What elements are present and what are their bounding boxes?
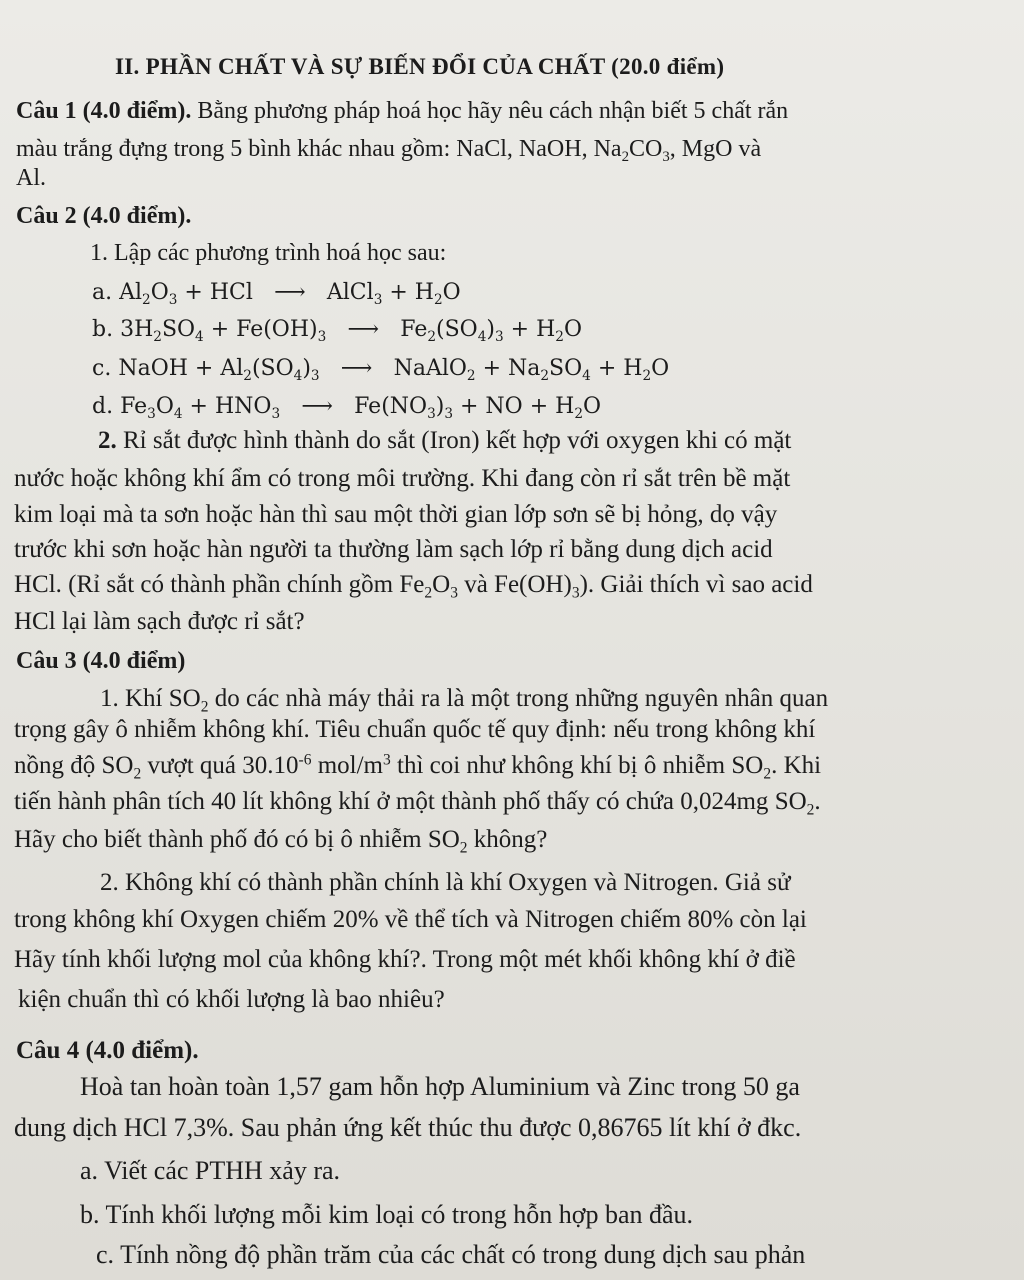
q2-sub2-text-5a: HCl. (Rỉ sắt có thành phần chính gồm (14, 571, 400, 598)
q1-text-2c: , MgO và (669, 136, 762, 162)
q3-p1-line-5: Hãy cho biết thành phố đó có bị ô nhiễm $SO_2$ không? (14, 826, 548, 857)
q1-line-2: màu trắng đựng trong 5 bình khác nhau gồm: NaCl, NaOH, $Na_2CO_3$, MgO và (16, 136, 762, 166)
q1-text-2a: màu trắng đựng trong 5 bình khác nhau gồm: NaCl, NaOH, Na (16, 136, 622, 162)
q1-line-3: Al. (16, 165, 46, 191)
q3-p1-exp: -6 (298, 751, 312, 769)
q2-sub2-line-3: kim loại mà ta sơn hoặc hàn thì sau một thời gian lớp sơn sẽ bị hỏng, dọ vậy (14, 501, 778, 528)
q1-heading: Câu 1 (4.0 điểm). (16, 98, 192, 124)
q4-item-c: c. Tính nồng độ phần trăm của các chất có trong dung dịch sau phản (96, 1240, 806, 1269)
q2-sub2-line-1 (98, 426, 791, 456)
q3-p2-line-3: Hãy tính khối lượng mol của không khí?. Trong một mét khối không khí ở điề (14, 946, 796, 973)
q3-p2-line-2: trong không khí Oxygen chiếm 20% về thể tích và Nitrogen chiếm 80% còn lại (14, 906, 807, 933)
equation-b: b. $3H_2SO_4 + Fe(OH)_3$ ⟶ $Fe_2(SO_4)_3 + H_2O$ (92, 317, 582, 345)
q4-line-1: Hoà tan hoàn toàn 1,57 gam hỗn hợp Aluminium và Zinc trong 50 ga (80, 1072, 800, 1101)
q3-p1-text-3a: nồng độ (14, 752, 102, 779)
arrow-icon: ⟶ (301, 394, 333, 419)
equation-c: c. NaOH + $Al_2(SO_4)_3$ ⟶ NaAlO$_2$ + $Na_2SO_4 + H_2O$ (92, 356, 670, 384)
q4-line-2: dung dịch HCl 7,3%. Sau phản ứng kết thúc thu được 0,86765 lít khí ở đkc. (14, 1113, 802, 1142)
q3-p1-line-4: tiến hành phân tích 40 lít không khí ở một thành phố thấy có chứa 0,024mg $SO_2$. (14, 788, 821, 819)
eq-c-label: c. (92, 356, 112, 381)
q2-sub2-line-6: HCl lại làm sạch được rỉ sắt? (14, 608, 305, 635)
q4-heading: Câu 4 (4.0 điểm). (16, 1037, 199, 1064)
q1-text-1: Bằng phương pháp hoá học hãy nêu cách nhận biết 5 chất rắn (191, 98, 789, 124)
q2-sub1: 1. Lập các phương trình hoá học sau: (90, 240, 447, 266)
q1-line-1 (16, 96, 788, 126)
q3-p1-text-3b: vượt quá 30.10 (141, 752, 299, 779)
q3-p1-line-3: nồng độ $SO_2$ vượt quá $30.10^{-6}$ mol/$m^3$ thì coi như không khí bị ô nhiễm $SO_2$. Khi (14, 751, 822, 783)
q3-p1-text-5a: Hãy cho biết thành phố đó có bị ô nhiễm (14, 826, 428, 853)
arrow-icon: ⟶ (274, 280, 306, 305)
q3-p1-text-3e: . Khi (771, 752, 822, 779)
eq-a-label: a. (92, 280, 113, 305)
arrow-icon: ⟶ (347, 317, 380, 342)
q2-sub2-line-5: HCl. (Rỉ sắt có thành phần chính gồm $Fe_2O_3$ và $Fe(OH)_3$). Giải thích vì sao acid (14, 571, 813, 602)
q2-sub2-line-2: nước hoặc không khí ẩm có trong môi trường. Khi đang còn rỉ sắt trên bề mặt (14, 465, 791, 492)
q3-p1-text-3d: thì coi như không khí bị ô nhiễm (390, 752, 732, 779)
q2-sub2-text-1: Rỉ sắt được hình thành do sắt (Iron) kết hợp với oxygen khi có mặt (116, 427, 792, 454)
q2-sub2-text-5c: . Giải thích vì sao acid (587, 571, 813, 598)
q3-p1-line-1: 1. Khí $SO_2$ do các nhà máy thải ra là một trong những nguyên nhân quan (100, 685, 829, 716)
equation-d: d. $Fe_3O_4 + HNO_3$ ⟶ $Fe(NO_3)_3$ + NO + $H_2O$ (92, 394, 602, 422)
q3-p1-text-5b: không? (467, 826, 548, 853)
q2-sub2-line-4: trước khi sơn hoặc hàn người ta thường làm sạch lớp rỉ bằng dung dịch acid (14, 536, 773, 563)
q3-p1-line-2: trọng gây ô nhiễm không khí. Tiêu chuẩn quốc tế quy định: nếu trong không khí (14, 716, 816, 743)
section-title: II. PHẦN CHẤT VÀ SỰ BIẾN ĐỔI CỦA CHẤT (20.0 điểm) (115, 54, 725, 79)
q3-p1-text-1b: do các nhà máy thải ra là một trong những nguyên nhân quan (208, 685, 829, 712)
q3-p1-text-4a: tiến hành phân tích 40 lít không khí ở một thành phố thấy có chứa 0,024mg (14, 788, 775, 815)
arrow-icon: ⟶ (340, 356, 373, 381)
q4-item-a: a. Viết các PTHH xảy ra. (80, 1156, 341, 1185)
q3-p2-line-4: kiện chuẩn thì có khối lượng là bao nhiêu? (18, 986, 445, 1013)
equation-a: a. $Al_2O_3$ + HCl ⟶ AlCl$_3$ + $H_2O$ (92, 280, 461, 308)
q3-p2-line-1: 2. Không khí có thành phần chính là khí Oxygen và Nitrogen. Giả sử (100, 869, 791, 896)
q2-sub2-number: 2. (98, 427, 117, 454)
eq-b-label: b. (92, 317, 114, 342)
q3-p1-text-3c: mol/m (311, 752, 383, 779)
q3-p1-text-1a: 1. Khí (100, 685, 169, 712)
q4-item-b: b. Tính khối lượng mỗi kim loại có trong hỗn hợp ban đầu. (80, 1200, 694, 1229)
q2-sub2-text-5b: và (457, 571, 495, 598)
q1-text-2b: CO (629, 136, 663, 162)
q3-heading: Câu 3 (4.0 điểm) (16, 648, 186, 674)
q2-heading: Câu 2 (4.0 điểm). (16, 203, 192, 229)
eq-d-label: d. (92, 394, 114, 419)
